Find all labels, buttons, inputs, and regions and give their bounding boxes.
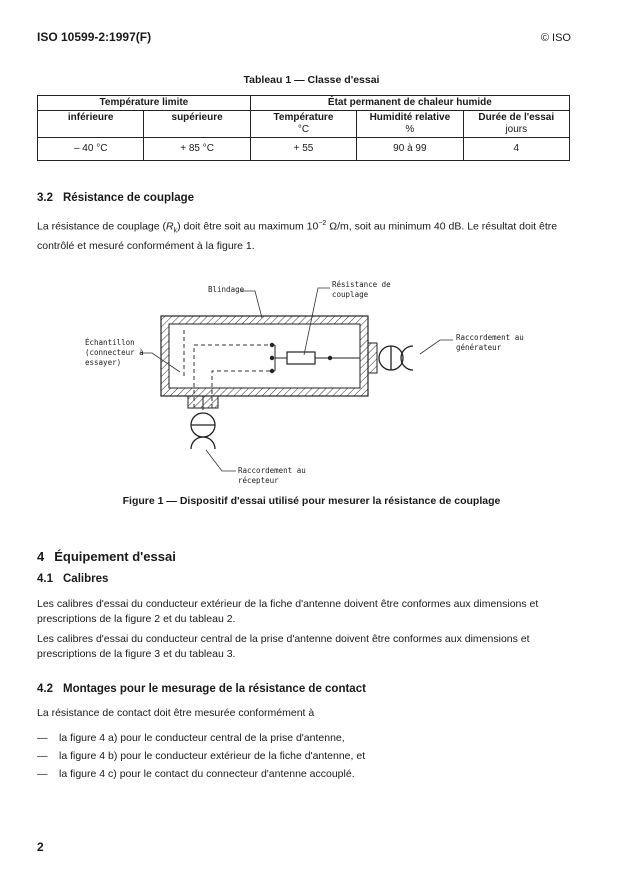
section-4-heading: 4 Équipement d'essai — [37, 549, 176, 564]
label-generator-connection: Raccordement au générateur — [456, 333, 524, 352]
group-header-temperature-limit: Température limite — [38, 96, 251, 111]
col-header-upper: supérieure — [144, 111, 250, 138]
group-header-damp-heat: État permanent de chaleur humide — [250, 96, 569, 111]
col-header-temperature: Température °C — [250, 111, 356, 138]
section-3-2-paragraph: La résistance de couplage $(R_k)$ doit être soit au maximum $10^{-2}$ Ω/m, soit au minimum 40 dB. Le résultat doit être contrôlé et mesuré conformément à la figure 1. — [37, 220, 558, 253]
document-id: ISO 10599-2:1997(F) — [37, 30, 152, 44]
coupling-resistance-diagram — [0, 270, 623, 490]
label-coupling-resistance: Résistance de couplage — [332, 280, 391, 299]
list-item: — la figure 4 c) pour le contact du connecteur d'antenne accouplé. — [37, 768, 355, 780]
cell-duration: 4 — [463, 138, 569, 161]
generator-port — [368, 343, 413, 373]
col-header-humidity: Humidité relative % — [357, 111, 463, 138]
section-4-1-heading: 4.1 Calibres — [37, 573, 109, 585]
page-number: 2 — [37, 840, 44, 854]
table-row — [38, 138, 570, 161]
list-item: — la figure 4 a) pour le conducteur central de la prise d'antenne, — [37, 732, 345, 744]
cell-temperature: + 55 — [250, 138, 356, 161]
cell-upper-temp: + 85 °C — [144, 138, 250, 161]
section-4-2-heading: 4.2 Montages pour le mesurage de la résistance de contact — [37, 683, 366, 695]
col-header-duration: Durée de l'essai jours — [463, 111, 569, 138]
section-4-1-paragraph-1: Les calibres d'essai du conducteur extérieur de la fiche d'antenne doivent être conformes aux dimensions et prescriptions de la figure 2 et du tableau 2. — [37, 598, 539, 625]
cell-humidity: 90 à 99 — [357, 138, 463, 161]
label-sample: Échantillon (connecteur à essayer) — [85, 338, 144, 367]
table-group-header-row — [38, 96, 570, 111]
cell-lower-temp: – 40 °C — [38, 138, 144, 161]
table-caption: Tableau 1 — Classe d'essai — [243, 74, 380, 86]
section-3-2-heading: 3.2 Résistance de couplage — [37, 192, 195, 204]
copyright-notice: © ISO — [540, 32, 571, 44]
section-4-2-intro: La résistance de contact doit être mesurée conformément à — [37, 707, 315, 719]
section-4-1-paragraph-2: Les calibres d'essai du conducteur central de la prise d'antenne doivent être conformes aux dimensions et prescriptions de la figure 3 et du tableau 3. — [37, 633, 530, 660]
table-header-row — [38, 111, 570, 138]
label-shield: Blindage — [208, 285, 245, 294]
receiver-port — [188, 396, 218, 449]
list-item: — la figure 4 b) pour le conducteur extérieur de la fiche d'antenne, et — [37, 750, 366, 762]
figure-caption: Figure 1 — Dispositif d'essai utilisé pour mesurer la résistance de couplage — [122, 495, 501, 507]
col-header-lower: inférieure — [38, 111, 144, 138]
shield-enclosure — [161, 316, 368, 396]
test-class-table — [37, 95, 570, 161]
label-receiver-connection: Raccordement au récepteur — [238, 466, 306, 485]
